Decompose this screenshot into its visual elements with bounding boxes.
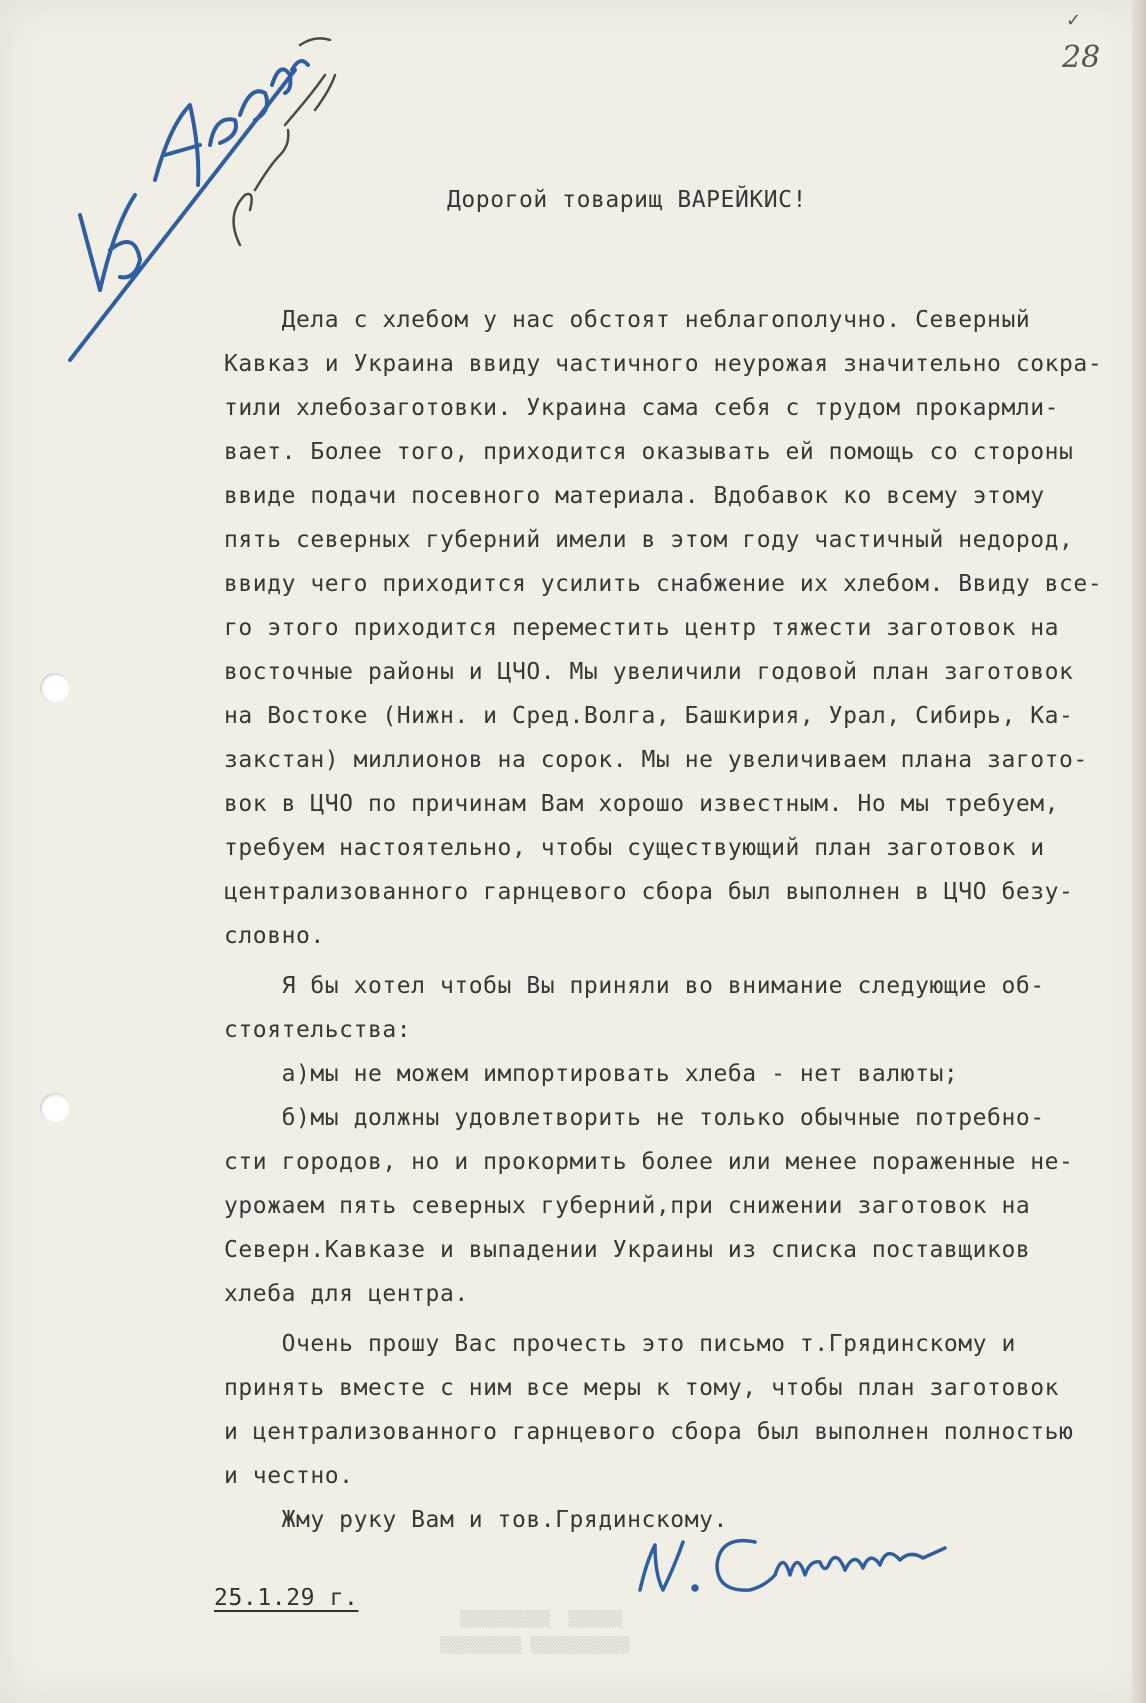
body-line: ввиду чего приходится усилить снабжение их хлебом. Ввиду все- [224,571,1103,597]
body-line: Я бы хотел чтобы Вы приняли во внимание следующие об- [224,973,1045,999]
body-line: ввиде подачи посевного материала. Вдобавок ко всему этому [224,483,1045,509]
show-through-text: ▒▒▒▒▒▒▒▒▒ ▒▒▒▒▒▒▒▒▒▒▒ [440,1636,630,1654]
body-line: сти городов, но и прокормить более или менее пораженные не- [224,1149,1074,1175]
punch-hole [40,673,70,703]
show-through-text: ▒▒▒▒▒▒▒▒▒▒ ▒▒▒▒▒▒ [460,1610,623,1628]
body-line: принять вместе с ним все меры к тому, чтобы план заготовок [224,1375,1060,1401]
body-line: вает. Более того, приходится оказывать ей помощь со стороны [224,439,1074,465]
body-line: Кавказ и Украина ввиду частичного неурожая значительно сокра- [224,351,1103,377]
body-line: восточные районы и ЦЧО. Мы увеличили годовой план заготовок [224,659,1074,685]
body-line: на Востоке (Нижн. и Сред.Волга, Башкирия, Урал, Сибирь, Ка- [224,703,1074,729]
body-line: и честно. [224,1463,354,1489]
body-line: вок в ЦЧО по причинам Вам хорошо известным. Но мы требуем, [224,791,1060,817]
body-line: Дела с хлебом у нас обстоят неблагополучно. Северный [224,307,1031,333]
body-line: пять северных губерний имели в этом году частичный недород, [224,527,1074,553]
body-line: Очень прошу Вас прочесть это письмо т.Грядинскому и [224,1331,1016,1357]
body-line: стоятельства: [224,1017,412,1043]
punch-hole [40,1093,70,1123]
body-line: Северн.Кавказе и выпадении Украины из списка поставщиков [224,1237,1031,1263]
body-line: словно. [224,923,325,949]
letter-date: 25.1.29 г. [214,1585,359,1611]
body-line: Жму руку Вам и тов.Грядинскому. [224,1507,728,1533]
body-line: тили хлебозаготовки. Украина сама себя с трудом прокармли- [224,395,1060,421]
body-line: б)мы должны удовлетворить не только обычные потребно- [224,1105,1045,1131]
body-line: централизованного гарнцевого сбора был выполнен в ЦЧО безу- [224,879,1074,905]
body-line: и централизованного гарнцевого сбора был выполнен полностью [224,1419,1074,1445]
body-line: требуем настоятельно, чтобы существующий план заготовок и [224,835,1045,861]
body-line: го этого приходится переместить центр тяжести заготовок на [224,615,1060,641]
salutation: Дорогой товарищ ВАРЕЙКИС! [447,187,807,213]
signature-handwriting [625,1520,965,1610]
body-line: урожаем пять северных губерний,при снижении заготовок на [224,1193,1031,1219]
page-edge [1132,0,1146,1703]
body-line: а)мы не можем импортировать хлеба - нет валюты; [224,1061,959,1087]
body-line: закстан) миллионов на сорок. Мы не увеличиваем плана загото- [224,747,1088,773]
check-mark: ✓ [1066,10,1082,31]
body-line: хлеба для центра. [224,1281,469,1307]
page-number: 28 [1062,40,1101,75]
